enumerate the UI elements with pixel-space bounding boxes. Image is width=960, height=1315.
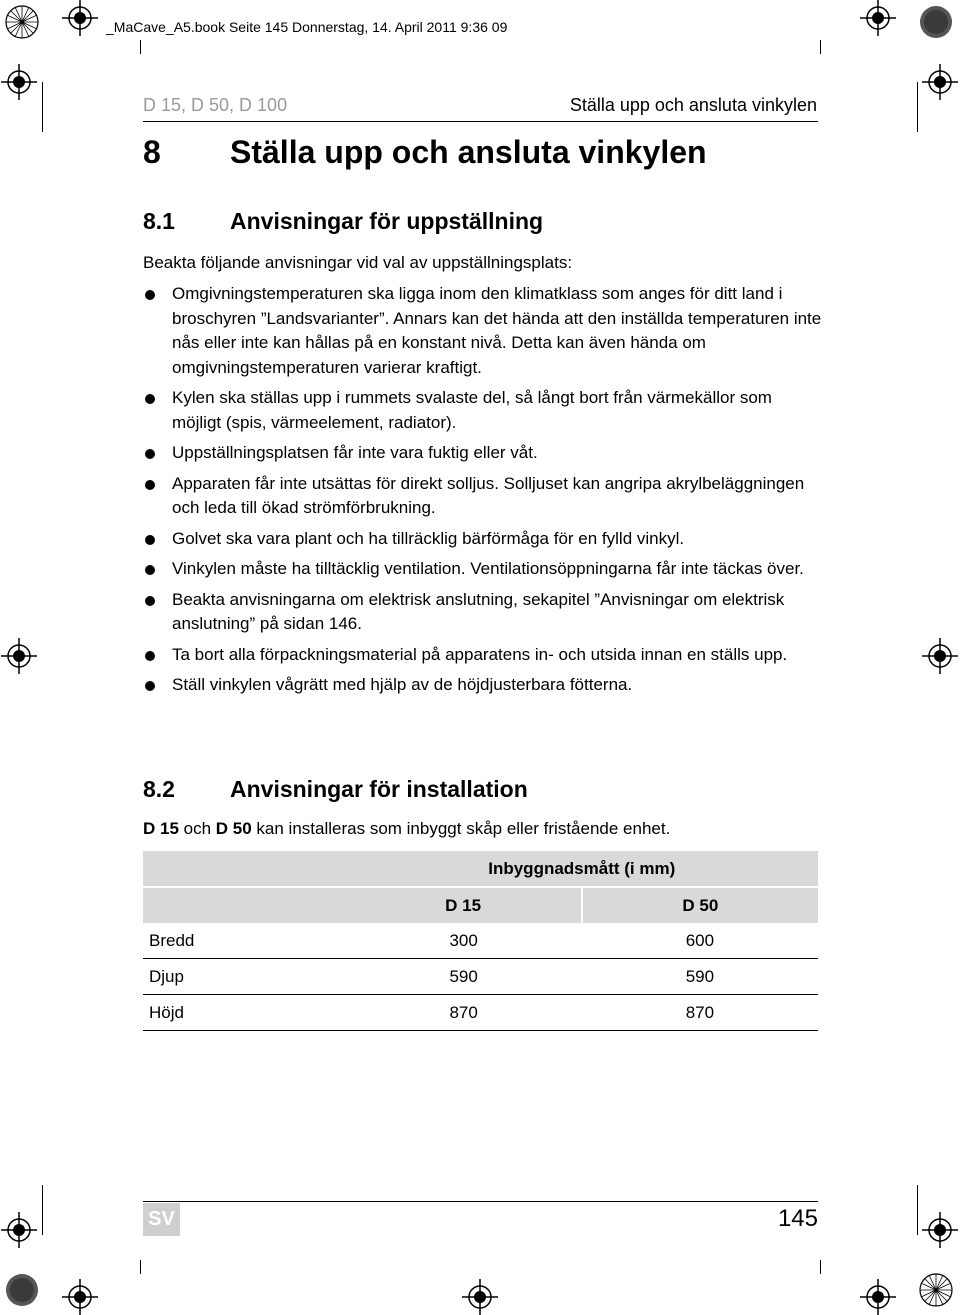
registration-mark-icon	[62, 1279, 98, 1315]
section-number: 8.1	[143, 208, 175, 234]
section-heading-8-1	[143, 208, 543, 235]
table-caption: Inbyggnadsmått (i mm)	[346, 851, 819, 887]
chapter-number: 8	[143, 134, 161, 170]
registration-mark-icon	[62, 0, 98, 36]
table-cell: 870	[582, 995, 818, 1031]
crop-mark	[140, 40, 141, 54]
column-header: D 50	[582, 887, 818, 923]
footer-rule	[143, 1201, 818, 1202]
starburst-target-icon	[4, 4, 40, 40]
registration-mark-icon	[1, 64, 37, 100]
crop-mark	[917, 82, 918, 132]
section-intro: Beakta följande anvisningar vid val av uppställningsplats:	[143, 253, 573, 272]
page-number: 145	[777, 1205, 818, 1232]
list-item: Kylen ska ställas upp i rummets svalaste del, så långt bort från värmekällor som möjligt (spis, värmeelement, radiator).	[143, 386, 823, 435]
table-row	[143, 923, 818, 959]
crop-mark	[42, 1185, 43, 1235]
gray-dot-target-icon	[918, 4, 954, 40]
bullet-icon	[145, 535, 155, 545]
running-header-section: Ställa upp och ansluta vinkylen	[569, 95, 817, 115]
table-header-row	[143, 887, 818, 923]
registration-mark-icon	[922, 638, 958, 674]
registration-mark-icon	[922, 64, 958, 100]
registration-mark-icon	[1, 1212, 37, 1248]
registration-mark-icon	[860, 1279, 896, 1315]
list-item: Vinkylen måste ha tilltäcklig ventilation. Ventilationsöppningarna får inte täckas över.	[143, 557, 823, 582]
bullet-icon	[145, 565, 155, 575]
table-row	[143, 959, 818, 995]
crop-mark	[917, 1185, 918, 1235]
column-header: D 15	[346, 887, 582, 923]
bullet-icon	[145, 681, 155, 691]
gray-dot-target-icon	[4, 1272, 40, 1308]
list-item: Beakta anvisningarna om elektrisk anslutning, sekapitel ”Anvisningar om elektrisk anslutning” på sidan 146.	[143, 588, 823, 637]
bullet-icon	[145, 596, 155, 606]
placement-bullet-list	[143, 282, 823, 704]
list-item: Omgivningstemperaturen ska ligga inom den klimatklass som anges för ditt land i broschyren ”Landsvarianter”. Annars kan det hända att den inställda temperaturen inte nås eller inte kan hållas på en konstant nivå. Detta kan även hända om omgivningstemperaturen varierar kraftigt.	[143, 282, 823, 380]
registration-mark-icon	[1, 638, 37, 674]
table-cell: 870	[346, 995, 582, 1031]
crop-mark	[140, 1260, 141, 1274]
chapter-heading	[143, 134, 707, 171]
registration-mark-icon	[860, 0, 896, 36]
bullet-icon	[145, 449, 155, 459]
crop-mark	[820, 40, 821, 54]
section-heading-8-2	[143, 776, 528, 803]
bullet-icon	[145, 290, 155, 300]
row-label: Bredd	[143, 923, 346, 959]
registration-mark-icon	[462, 1279, 498, 1315]
table-cell: 300	[346, 923, 582, 959]
list-item: Apparaten får inte utsättas för direkt solljus. Solljuset kan angripa akrylbeläggningen och leda till ökad strömförbrukning.	[143, 472, 823, 521]
table-row	[143, 995, 818, 1031]
row-label: Höjd	[143, 995, 346, 1031]
list-item: Ta bort alla förpackningsmaterial på apparatens in- och utsida innan en ställs upp.	[143, 643, 823, 668]
row-label: Djup	[143, 959, 346, 995]
crop-mark	[42, 82, 43, 132]
chapter-title: Ställa upp och ansluta vinkylen	[230, 134, 707, 170]
table-cell: 600	[582, 923, 818, 959]
running-header-models: D 15, D 50, D 100	[143, 95, 288, 115]
bullet-icon	[145, 394, 155, 404]
header-rule	[143, 121, 818, 122]
section-title: Anvisningar för installation	[230, 776, 528, 802]
bullet-icon	[145, 651, 155, 661]
dimensions-table	[143, 851, 818, 1031]
starburst-target-icon	[918, 1272, 954, 1308]
list-item: Golvet ska vara plant och ha tillräcklig bärförmåga för en fylld vinkyl.	[143, 527, 823, 552]
section-number: 8.2	[143, 776, 175, 802]
language-badge: SV	[143, 1203, 180, 1236]
registration-mark-icon	[922, 1212, 958, 1248]
table-cell: 590	[582, 959, 818, 995]
table-cell: 590	[346, 959, 582, 995]
table-caption-row	[143, 851, 818, 887]
section-intro: D 15 och D 50 kan installeras som inbyggt skåp eller fristående enhet.	[143, 819, 671, 838]
list-item: Uppställningsplatsen får inte vara fuktig eller våt.	[143, 441, 823, 466]
list-item: Ställ vinkylen vågrätt med hjälp av de höjdjusterbara fötterna.	[143, 673, 823, 698]
crop-mark	[820, 1260, 821, 1274]
bullet-icon	[145, 480, 155, 490]
print-slug: _MaCave_A5.book Seite 145 Donnerstag, 14. April 2011 9:36 09	[106, 19, 508, 35]
section-title: Anvisningar för uppställning	[230, 208, 544, 234]
